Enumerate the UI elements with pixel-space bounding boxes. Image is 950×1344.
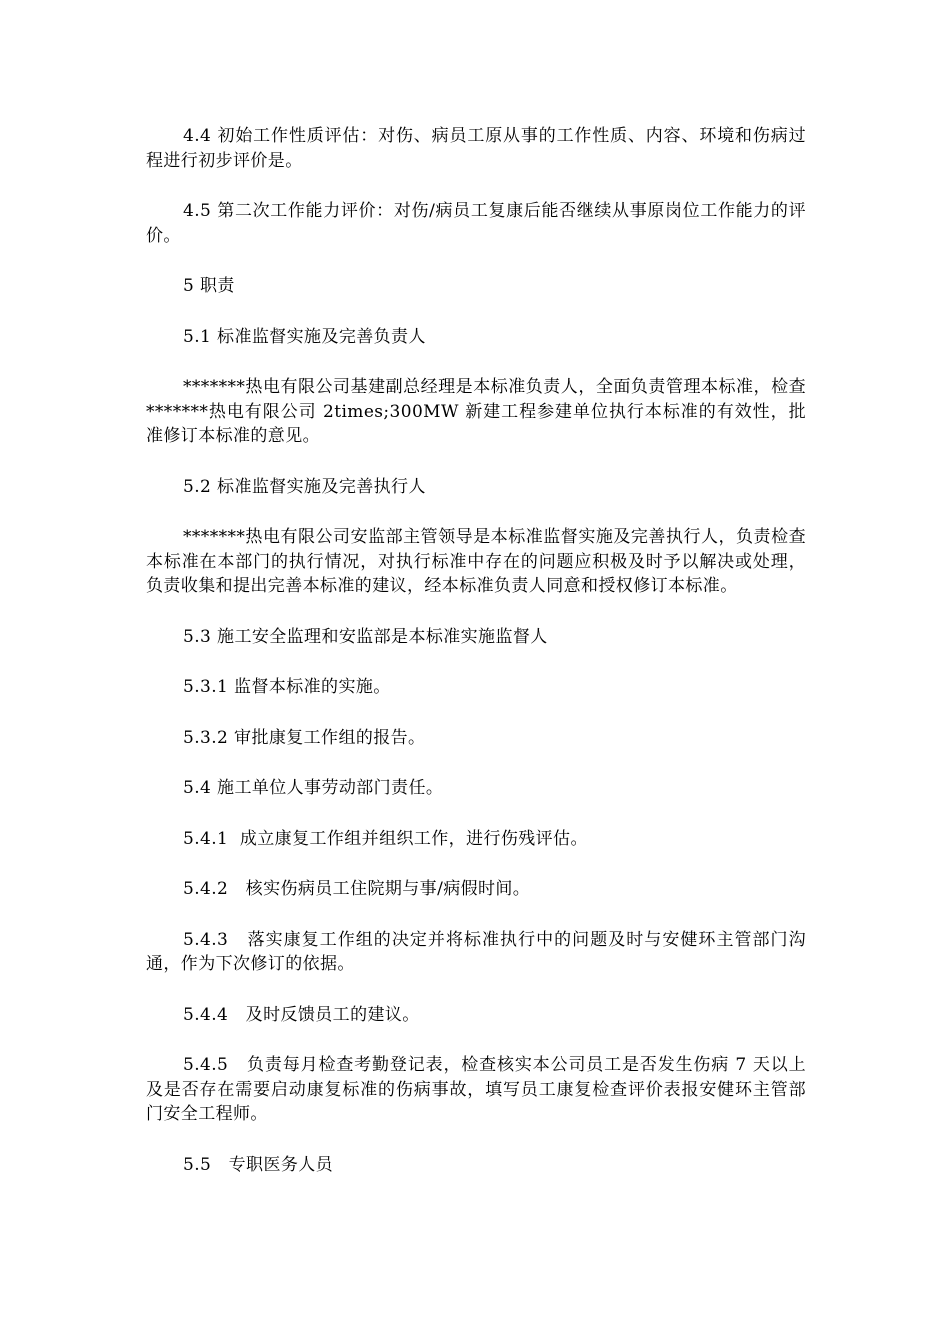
item-5-4-2: 5.4.2 核实伤病员工住院期与事/病假时间。: [183, 879, 531, 899]
subheading-5-2: 5.2 标准监督实施及完善执行人: [183, 476, 426, 497]
item-5-3-1: 5.3.1 监督本标准的实施。: [183, 677, 391, 697]
item-5-3-2: 5.3.2 审批康复工作组的报告。: [183, 727, 426, 748]
item-5-4-3: 5.4.3 落实康复工作组的决定并将标准执行中的问题及时与安健环主管部门沟通，作为下次修订的依据。: [146, 929, 806, 974]
subheading-5-3: 5.3 施工安全监理和安监部是本标准实施监督人: [183, 626, 548, 647]
paragraph-5-1-body: *******热电有限公司基建副总经理是本标准负责人，全面负责管理本标准，检查*******热电有限公司 2times;300MW 新建工程参建单位执行本标准的有效性，批准修订本标准的意见。: [146, 377, 806, 446]
paragraph-5-2-body: *******热电有限公司安监部主管领导是本标准监督实施及完善执行人，负责检查本标准在本部门的执行情况，对执行标准中存在的问题应积极及时予以解决或处理，负责收集和提出完善本标准的建议，经本标准负责人同意和授权修订本标准。: [146, 527, 806, 596]
document-page: [146, 124, 806, 1203]
subheading-5-4: 5.4 施工单位人事劳动部门责任。: [183, 778, 444, 798]
subheading-5-5: 5.5 专职医务人员: [183, 1154, 334, 1175]
subheading-5-1: 5.1 标准监督实施及完善负责人: [183, 326, 426, 347]
item-5-4-5: 5.4.5 负责每月检查考勤登记表，检查核实本公司员工是否发生伤病 7 天以上及是否存在需要启动康复标准的伤病事故，填写员工康复检查评价表报安健环主管部门安全工程师。: [146, 1055, 806, 1124]
item-5-4-1: 5.4.1 成立康复工作组并组织工作，进行伤残评估。: [183, 828, 588, 849]
paragraph-4-5: 4.5 第二次工作能力评价：对伤/病员工复康后能否继续从事原岗位工作能力的评价。: [146, 201, 806, 246]
paragraph-4-4: 4.4 初始工作性质评估：对伤、病员工原从事的工作性质、内容、环境和伤病过程进行初步评价是。: [146, 126, 806, 171]
section-heading-5: 5 职责: [183, 276, 235, 296]
item-5-4-4: 5.4.4 及时反馈员工的建议。: [183, 1004, 420, 1025]
